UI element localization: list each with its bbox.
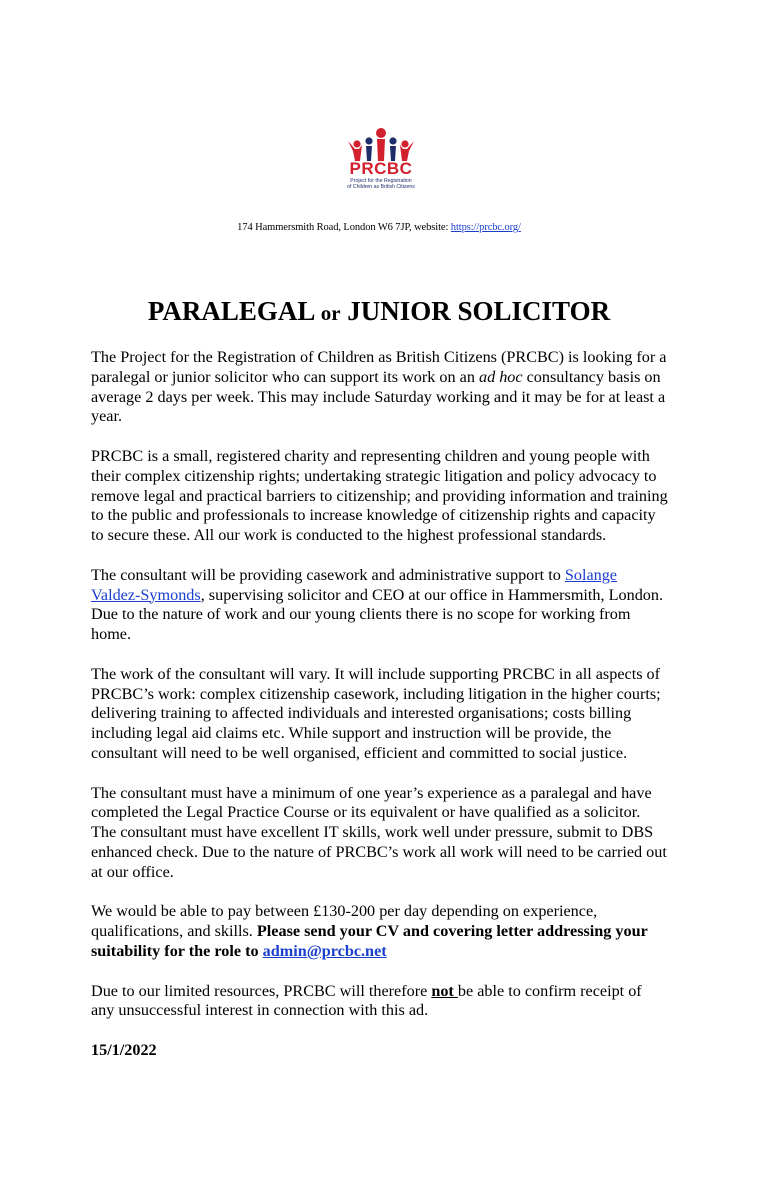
paragraph-supervisor: The consultant will be providing casework and administrative support to Solange Valdez-Symonds, supervising solicitor and CEO at our office in Hammersmith, London. Due to the nature of work and our young clients there is no scope for working from home.	[91, 565, 664, 644]
application-instructions: Please send your CV and covering letter addressing your suitability for the role to admin@prcbc.net	[91, 922, 648, 960]
document-body	[91, 348, 669, 1080]
title-part-2: JUNIOR SOLICITOR	[347, 296, 611, 326]
logo-text	[326, 160, 436, 190]
logo-tagline-2: of Children as British Citizens	[347, 184, 415, 190]
paragraph-intro: The Project for the Registration of Children as British Citizens (PRCBC) is looking for a paralegal or junior solicitor who can support its work on an ad hoc consultancy basis on average 2 days per week. This may include Saturday working and it may be for at least a year.	[91, 348, 667, 426]
logo-tagline-1: Project for the Registration	[350, 178, 412, 184]
paragraph-duties: The work of the consultant will vary. It will include supporting PRCBC in all aspects of PRCBC’s work: complex citizenship casework, including litigation in the higher courts; delivering training to affected individuals and interested organisations; costs billing including legal aid claims etc. While support and instruction will be provide, the consultant will need to be well organised, efficient and committed to social justice.	[91, 664, 661, 762]
document-date: 15/1/2022	[91, 1040, 157, 1059]
address-text: 174 Hammersmith Road, London W6 7JP, website:	[237, 222, 451, 233]
title-part-1: PARALEGAL	[147, 296, 314, 326]
address-line	[0, 222, 758, 233]
title-or: or	[320, 301, 341, 325]
supervisor-link[interactable]: Solange Valdez-Symonds	[91, 565, 617, 604]
paragraph-disclaimer: Due to our limited resources, PRCBC will therefore not be able to confirm receipt of any unsuccessful interest in connection with this ad.	[91, 981, 642, 1020]
paragraph-requirements: The consultant must have a minimum of one year’s experience as a paralegal and have completed the Legal Practice Course or its equivalent or have qualified as a solicitor. The consultant must have excellent IT skills, work well under pressure, submit to DBS enhanced check. Due to the nature of PRCBC’s work all work will need to be carried out at our office.	[91, 783, 667, 881]
ad-hoc-italic: ad hoc	[478, 367, 523, 386]
page-title	[0, 296, 758, 327]
not-emphasis: not	[431, 981, 458, 1000]
paragraph-about: PRCBC is a small, registered charity and representing children and young people with their complex citizenship rights; undertaking strategic litigation and policy advocacy to remove legal and practical barriers to citizenship; and providing information and training to the public and professionals to increase knowledge of citizenship rights and capacity to secure these. All our work is conducted to the highest professional standards.	[91, 446, 668, 545]
paragraph-pay: We would be able to pay between £130-200 per day depending on experience, qualifications, and skills. Please send your CV and covering letter addressing your suitability for the role to admin@prcbc.net	[91, 902, 648, 960]
email-link[interactable]: admin@prcbc.net	[262, 941, 387, 960]
logo-name: PRCBC	[349, 159, 413, 178]
website-link[interactable]: https://prcbc.org/	[450, 222, 521, 233]
